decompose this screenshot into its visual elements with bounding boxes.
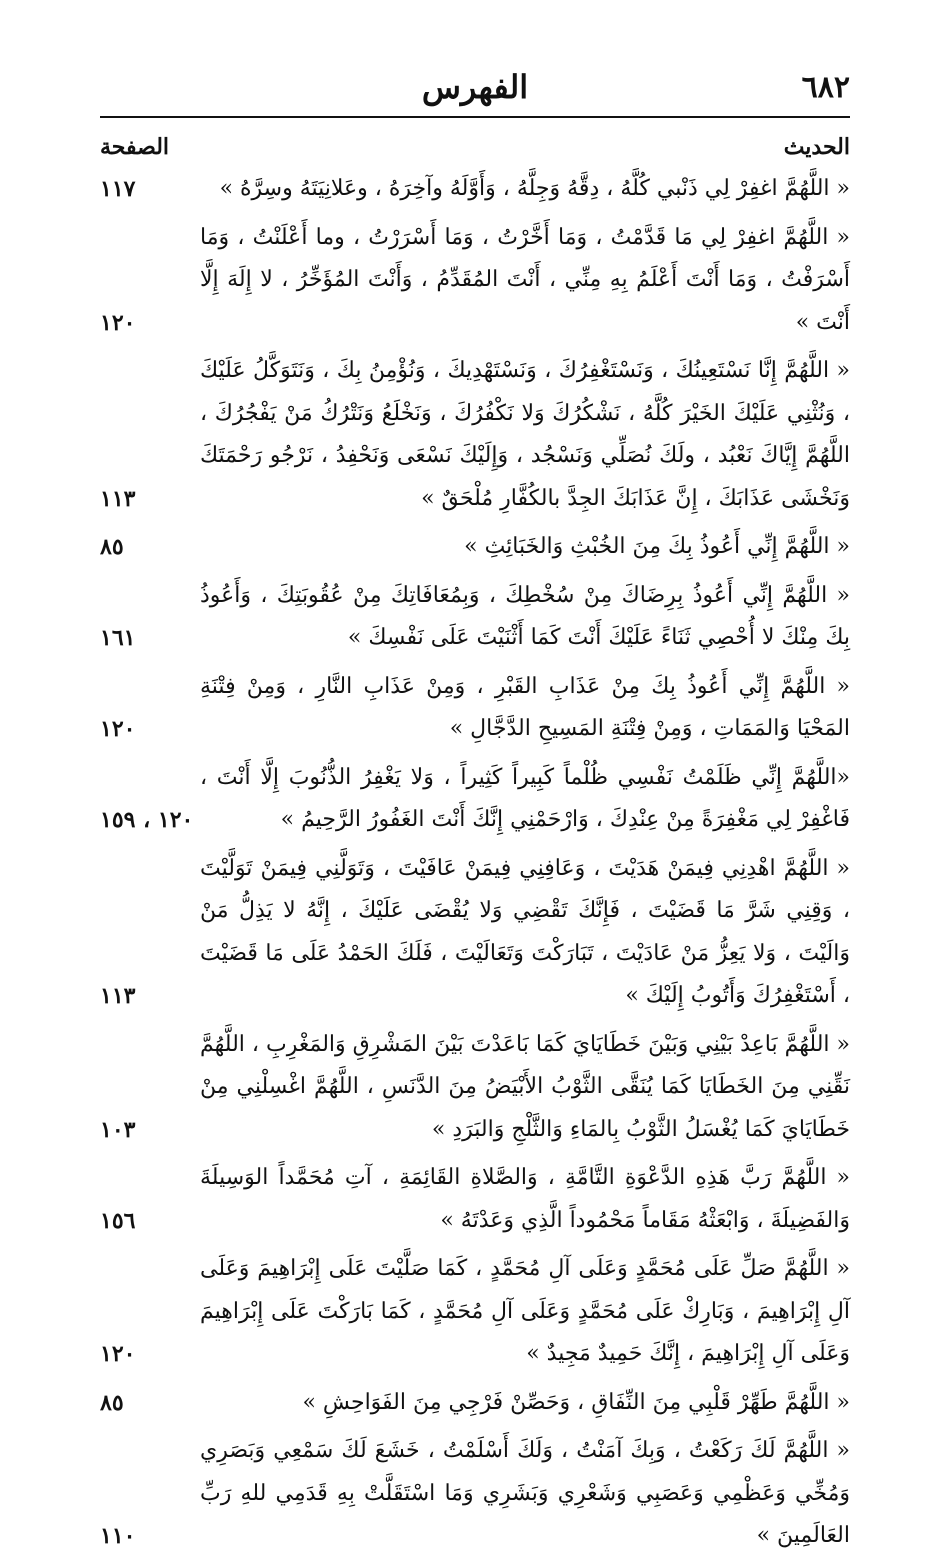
hadith-text: « اللَّهُمَّ اغفِرْ لِي ذَنْبي كُلَّهُ ، دِقَّهُ وَجِلَّهُ ، وَأَوَّلَهُ وآخِرَهُ ، وعَلانِيَتَهُ وسِرَّهُ »: [219, 176, 850, 201]
column-header-page: الصفحة: [100, 134, 170, 160]
index-entry: [100, 666, 850, 751]
page-reference: ١٥٦: [100, 1207, 136, 1234]
hadith-text: « اللَّهُمَّ اغفِرْ لِي مَا قَدَّمْتُ ، وَمَا أَخَّرْتُ ، وَمَا أَسْرَرْتُ ، وما أَعْلَنْتُ ، وَمَا أَسْرَفْتُ ، وَمَا أَنْتَ أَعْلَمُ بِهِ مِنِّي ، أَنْتَ المُقَدِّمُ ، وَأَنْتَ المُؤَخِّرُ ، لا إِلَهَ إِلَّا أَنْتَ »: [200, 224, 850, 335]
page-header: [100, 60, 850, 118]
index-entry: [100, 848, 850, 1018]
hadith-text: « اللَّهُمَّ صَلِّ عَلَى مُحَمَّدٍ وَعَلَى آلِ مُحَمَّدٍ ، كَمَا صَلَّيْتَ عَلَى إِبْرَاهِيمَ وَعَلَى آلِ إِبْرَاهِيمَ ، وَبَارِكْ عَلَى مُحَمَّدٍ وَعَلَى آلِ مُحَمَّدٍ ، كَمَا بَارَكْتَ عَلَى إِبْرَاهِيمَ وَعَلَى آلِ إِبْرَاهِيمَ ، إِنَّكَ حَمِيدٌ مَجِيدٌ »: [200, 1256, 850, 1366]
index-entry: [100, 1248, 850, 1376]
index-entry: [100, 757, 850, 842]
page-reference: ١٢٠: [100, 309, 136, 336]
index-entry: [100, 1430, 850, 1558]
page-reference: ١١٧: [100, 176, 136, 202]
index-entry: [100, 168, 850, 211]
page-title: الفهرس: [421, 68, 529, 106]
hadith-text: « اللَّهُمَّ إِنِّي أَعُوذُ بِكَ مِنْ عَذَابِ القَبْرِ ، وَمِنْ عَذَابِ النَّارِ ، وَمِنْ فِتْنَةِ المَحْيَا وَالمَمَاتِ ، وَمِنْ فِتْنَةِ المَسِيحِ الدَّجَّالِ »: [200, 673, 850, 741]
hadith-text: « اللَّهُمَّ إِنِّي أَعُوذُ بِكَ مِنَ الخُبْثِ وَالخَبَائِثِ »: [464, 534, 850, 559]
hadith-text: «اللَّهُمَّ إِنِّي ظَلَمْتُ نَفْسِي ظُلْماً كَبِيراً كَثِيراً ، وَلا يَغْفِرُ الذُّنُوبَ إِلَّا أَنْتَ ، فَاغْفِرْ لِي مَغْفِرَةً مِنْ عِنْدِكَ ، وَارْحَمْنِي إِنَّكَ أَنْتَ الغَفُورُ الرَّحِيمُ »: [200, 764, 850, 832]
page-reference: ١٠٣: [100, 1116, 136, 1143]
hadith-text: « اللَّهُمَّ إِنِّي أَعُوذُ بِرِضَاكَ مِنْ سُخْطِكَ ، وَبِمُعَافَاتِكَ مِنْ عُقُوبَتِكَ ، وَأَعُوذُ بِكَ مِنْكَ لا أُحْصِي ثَنَاءً عَلَيْكَ أَنْتَ كَمَا أَثْنَيْتَ عَلَى نَفْسِكَ »: [200, 582, 850, 650]
hadith-index-list: [100, 168, 850, 1558]
hadith-text: « اللَّهُمَّ إِنَّا نَسْتَعِينُكَ ، وَنَسْتَغْفِرُكَ ، وَنَسْتَهْدِيكَ ، وَنُؤْمِنُ بِكَ ، وَنَتَوَكَّلُ عَلَيْكَ ، وَنُثْنِي عَلَيْكَ الخَيْرَ كُلَّهُ ، نَشْكُرُكَ وَلا نَكْفُرُكَ ، وَنَخْلَعُ وَنَتْرُكُ مَنْ يَفْجُرُكَ ، اللَّهُمَّ إِيَّاكَ نَعْبُد ، ولَكَ نُصَلِّي وَنَسْجُد ، وَإِلَيْكَ نَسْعَى وَنَحْفِدُ ، نَرْجُو رَحْمَتَكَ وَنَخْشَى عَذَابَكَ ، إِنَّ عَذَابَكَ الجِدَّ بالكُفَّارِ مُلْحَقٌ »: [200, 358, 850, 511]
index-entry: [100, 217, 850, 345]
index-entry: [100, 1024, 850, 1152]
page-reference: ١٢٠ ، ١٥٩: [100, 807, 194, 833]
index-entry: [100, 575, 850, 660]
page-reference: ١٢٠: [100, 1341, 136, 1367]
page-reference: ١٦١: [100, 625, 136, 651]
hadith-text: « اللَّهُمَّ اهْدِنِي فِيمَنْ هَدَيْتَ ، وَعَافِنِي فِيمَنْ عَافَيْتَ ، وَتَوَلَّنِي فِيمَنْ تَوَلَّيْتَ ، وَقِنِي شَرَّ مَا قَضَيْتَ ، فَإِنَّكَ تَقْضِي وَلا يُقْضَى عَلَيْكَ ، إِنَّهُ لا يَذِلُّ مَنْ وَالَيْتَ ، وَلا يَعِزُّ مَنْ عَادَيْتَ ، تَبَارَكْتَ وَتَعَالَيْتَ ، فَلَكَ الحَمْدُ عَلَى مَا قَضَيْتَ ، أَسْتَغْفِرُكَ وَأَتُوبُ إِلَيْكَ »: [200, 855, 850, 1008]
page-reference: ١٢٠: [100, 716, 136, 742]
page-reference: ١١٣: [100, 983, 136, 1009]
page-number: ٦٨٢: [801, 70, 850, 105]
page-reference: ١١٣: [100, 485, 136, 512]
page-reference: ٨٥: [100, 534, 124, 560]
index-page: [100, 60, 850, 1564]
hadith-text: « اللَّهُمَّ لَكَ رَكَعْتُ ، وَبِكَ آمَنْتُ ، وَلَكَ أَسْلَمْتُ ، خَشَعَ لَكَ سَمْعِي وَبَصَرِي وَمُخِّي وَعَظْمِي وَعَصَبِي وَشَعْرِي وَبَشَرِي وَمَا اسْتَقَلَّتْ بِهِ قَدَمِي للهِ رَبِّ العَالَمِينَ »: [200, 1438, 850, 1548]
hadith-text: « اللَّهُمَّ طَهِّرْ قَلْبِي مِنَ النِّفَاقِ ، وَحَصِّنْ فَرْجِي مِنَ الفَوَاحِشِ »: [302, 1389, 850, 1415]
column-header-hadith: الحديث: [783, 134, 850, 160]
column-headers: [100, 134, 850, 168]
index-entry: [100, 1157, 850, 1242]
index-entry: [100, 350, 850, 520]
hadith-text: « اللَّهُمَّ بَاعِدْ بَيْنِي وَبَيْنَ خَطَايَايَ كَمَا بَاعَدْتَ بَيْنَ المَشْرِقِ وَالمَغْرِبِ ، اللَّهُمَّ نَقِّنِي مِنَ الخَطَايَا كَمَا يُنَقَّى الثَّوْبُ الأَبْيَضُ مِنَ الدَّنَسِ ، اللَّهُمَّ اغْسِلْنِي مِنْ خَطَايَايَ كَمَا يُغْسَلُ الثَّوْبُ بِالمَاءِ وَالثَّلْجِ وَالبَرَدِ »: [200, 1031, 850, 1142]
page-reference: ١١٠: [100, 1523, 136, 1549]
index-entry: [100, 526, 850, 569]
page-reference: ٨٥: [100, 1389, 124, 1416]
hadith-text: « اللَّهُمَّ رَبَّ هَذِهِ الدَّعْوَةِ التَّامَّةِ ، وَالصَّلاةِ القَائِمَةِ ، آتِ مُحَمَّداً الوَسِيلَةَ وَالفَضِيلَةَ ، وَابْعَثْهُ مَقَاماً مَحْمُوداً الَّذِي وَعَدْتَهُ »: [200, 1165, 850, 1233]
